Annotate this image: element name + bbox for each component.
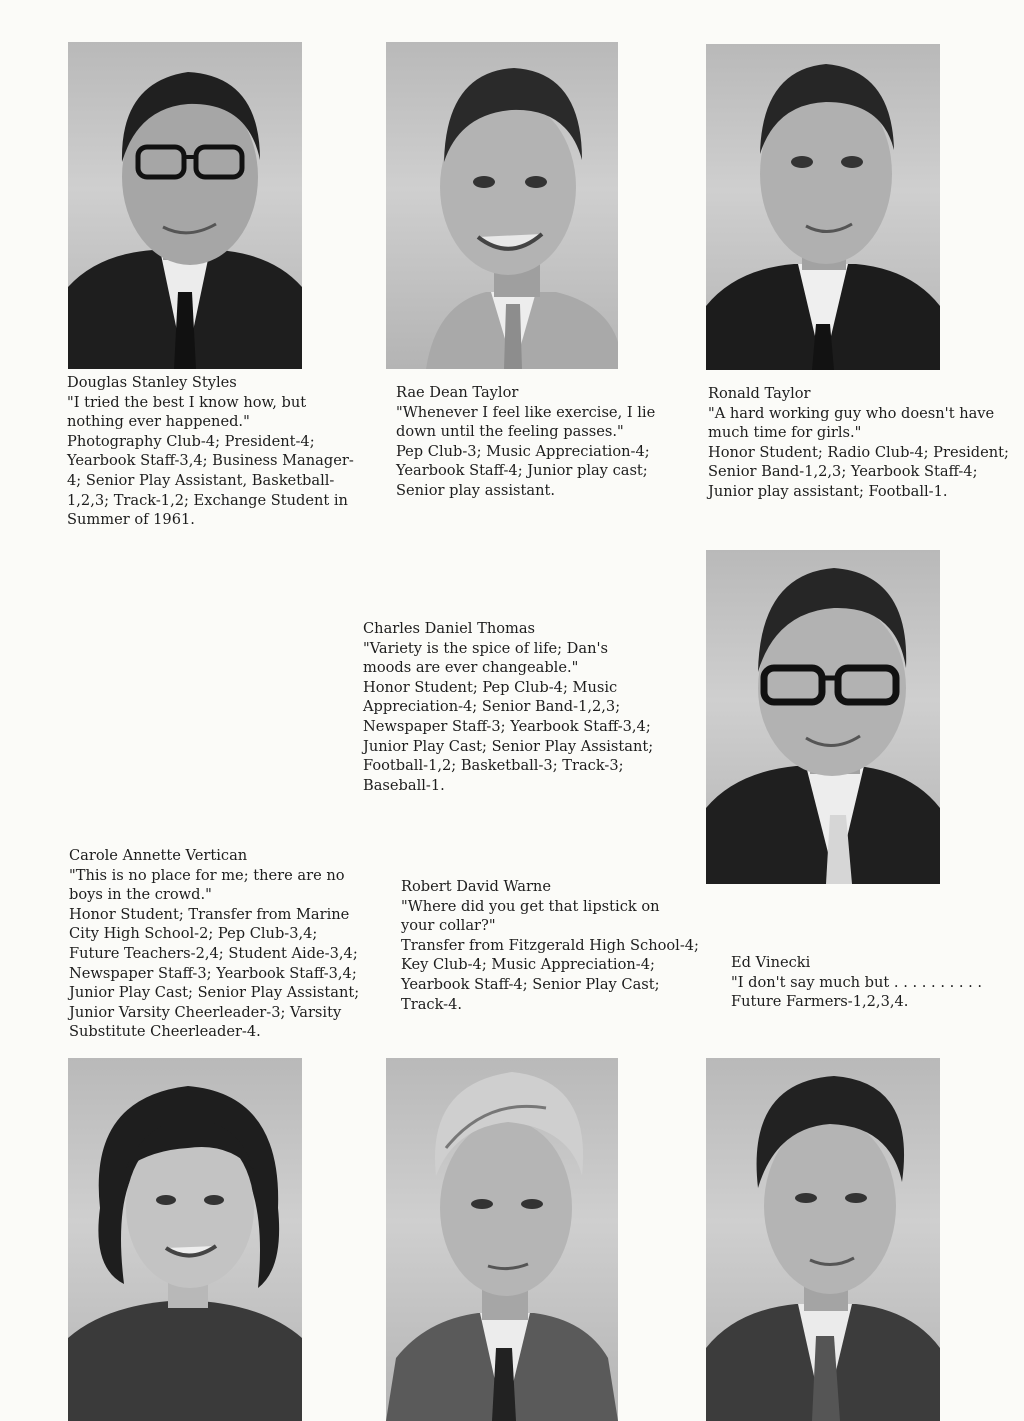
portrait-robert-warne [386,1058,618,1421]
portrait-douglas-styles [68,42,302,369]
senior-quote-line: "Whenever I feel like exercise, I lie [396,403,656,421]
senior-name: Ed Vinecki [731,954,811,971]
senior-activities-line: Yearbook Staff-4; Junior play cast; [396,462,648,480]
senior-name: Robert David Warne [401,878,551,895]
senior-activities-line: Newspaper Staff-3; Yearbook Staff-3,4; [69,964,357,982]
senior-name: Charles Daniel Thomas [363,620,536,637]
senior-activities-line: Future Farmers-1,2,3,4. [731,993,909,1011]
senior-activities-line: Newspaper Staff-3; Yearbook Staff-3,4; [363,717,651,735]
portrait-ed-vinecki [706,1058,940,1421]
senior-activities-line: Transfer from Fitzgerald High School-4; [401,936,699,954]
senior-activities-line: Football-1,2; Basketball-3; Track-3; [363,757,624,775]
senior-activities-line: City High School-2; Pep Club-3,4; [69,925,318,943]
portrait-charles-thomas [706,550,940,884]
senior-activities-line: Substitute Cheerleader-4. [69,1023,261,1041]
entry-ronald-taylor [708,384,1009,502]
senior-activities-line: Photography Club-4; President-4; [67,432,315,450]
senior-quote-line: "This is no place for me; there are no [69,866,345,884]
portrait-carole-vertican [68,1058,302,1421]
senior-quote-line: "I tried the best I know how, but [67,393,307,411]
portrait-rae-dean-taylor [386,42,618,369]
entry-ed-vinecki [731,953,982,1012]
senior-activities-line: Senior play assistant. [396,481,555,499]
entry-douglas-styles [67,373,354,530]
senior-quote-line: your collar?" [401,917,496,935]
entry-carole-vertican [69,846,359,1042]
senior-quote-line: "A hard working guy who doesn't have [708,404,995,422]
senior-activities-line: Baseball-1. [363,776,445,794]
senior-activities-line: Junior Varsity Cheerleader-3; Varsity [69,1003,342,1021]
senior-name: Douglas Stanley Styles [67,374,237,391]
senior-activities-line: Summer of 1961. [67,511,195,529]
entry-charles-thomas [363,619,653,795]
senior-quote-line: "Variety is the spice of life; Dan's [363,639,608,657]
entry-rae-dean-taylor [396,383,655,501]
senior-activities-line: Yearbook Staff-4; Senior Play Cast; [401,975,660,993]
senior-activities-line: Track-4. [401,995,463,1013]
senior-quote-line: much time for girls." [708,424,862,442]
senior-name: Rae Dean Taylor [396,384,519,401]
senior-quote-line: "Where did you get that lipstick on [401,897,660,915]
senior-activities-line: Appreciation-4; Senior Band-1,2,3; [363,698,621,716]
senior-quote-line: moods are ever changeable." [363,659,579,677]
senior-quote-line: "I don't say much but . . . . . . . . . . [731,973,983,991]
senior-name: Carole Annette Vertican [69,847,248,864]
senior-activities-line: 4; Senior Play Assistant, Basketball- [67,471,335,489]
senior-activities-line: Junior Play Cast; Senior Play Assistant; [363,737,654,755]
senior-activities-line: Senior Band-1,2,3; Yearbook Staff-4; [708,463,978,481]
senior-activities-line: Junior Play Cast; Senior Play Assistant; [69,984,360,1002]
senior-quote-line: boys in the crowd." [69,886,212,904]
senior-quote-line: down until the feeling passes." [396,423,624,441]
portrait-ronald-taylor [706,44,940,370]
entry-robert-warne [401,877,699,1014]
senior-activities-line: Honor Student; Radio Club-4; President; [708,443,1009,461]
senior-activities-line: Junior play assistant; Football-1. [708,482,948,500]
senior-activities-line: Honor Student; Pep Club-4; Music [363,678,618,696]
senior-activities-line: Honor Student; Transfer from Marine [69,905,350,923]
senior-quote-line: nothing ever happened." [67,413,250,431]
senior-activities-line: Key Club-4; Music Appreciation-4; [401,956,655,974]
senior-activities-line: Future Teachers-2,4; Student Aide-3,4; [69,944,358,962]
senior-activities-line: Yearbook Staff-3,4; Business Manager- [67,452,354,470]
senior-name: Ronald Taylor [708,385,811,402]
senior-activities-line: 1,2,3; Track-1,2; Exchange Student in [67,491,348,509]
senior-activities-line: Pep Club-3; Music Appreciation-4; [396,442,650,460]
